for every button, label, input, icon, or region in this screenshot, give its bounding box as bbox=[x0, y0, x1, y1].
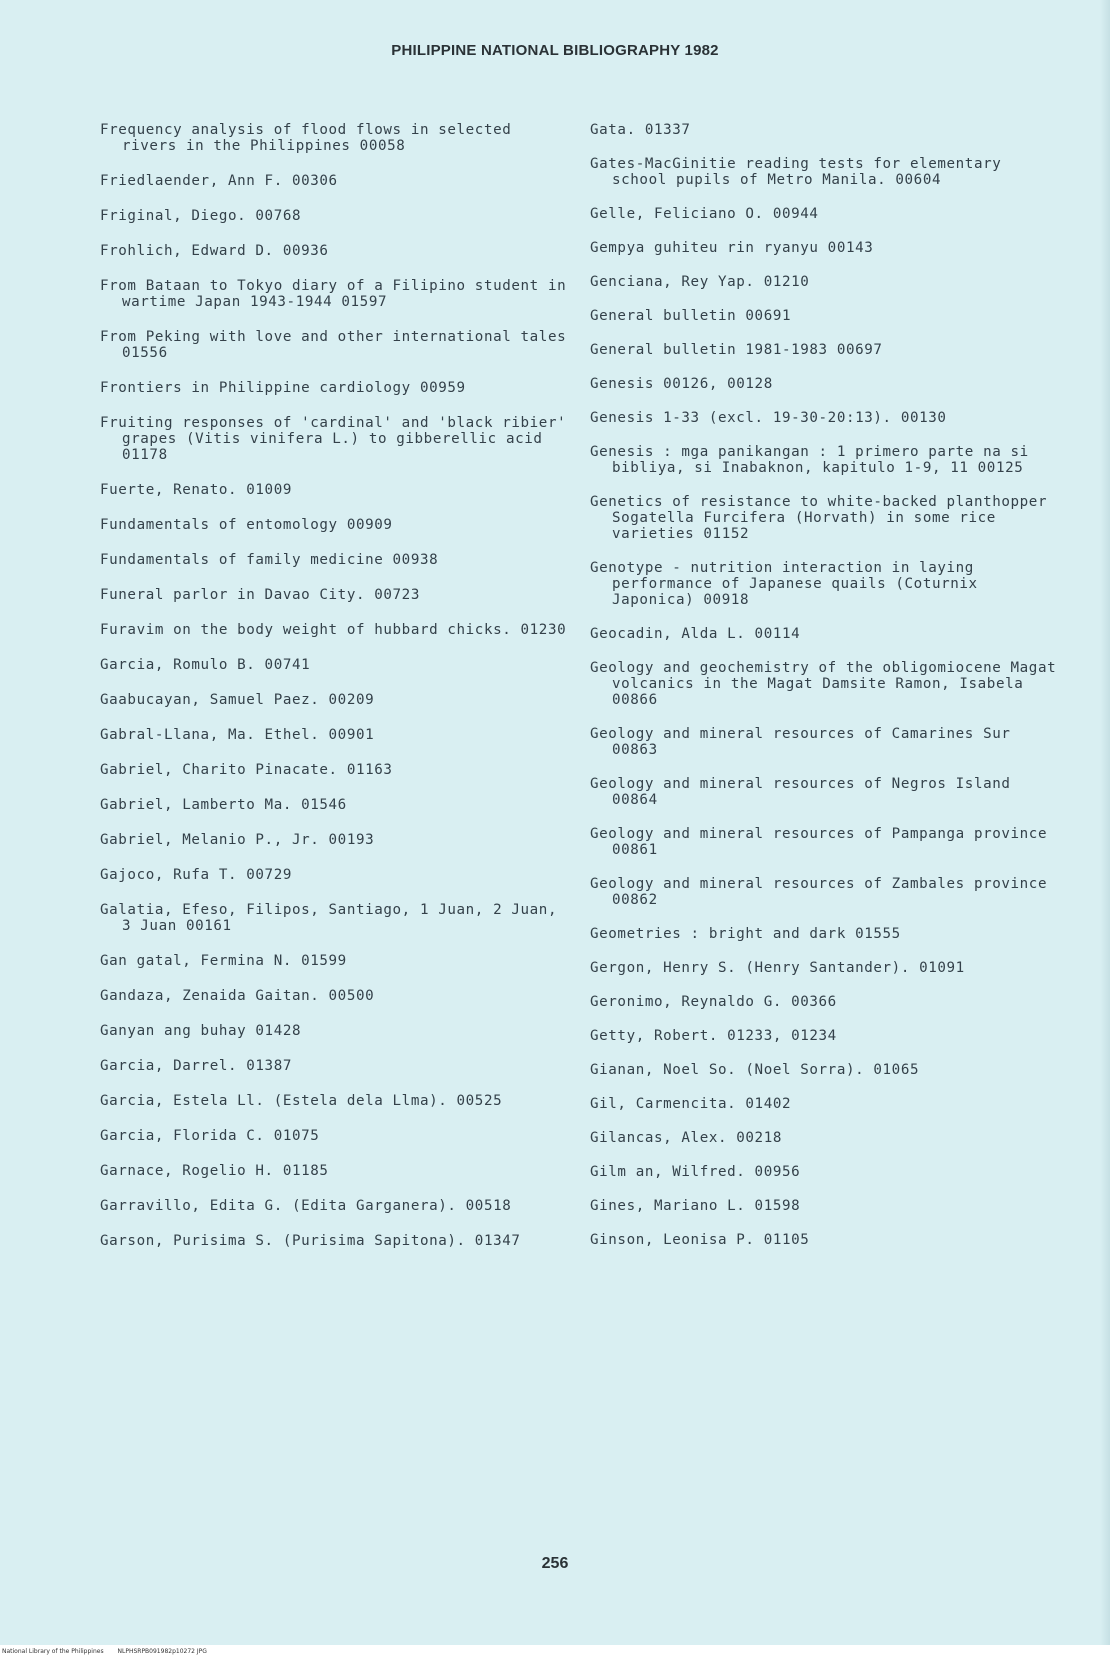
bibliography-entry: Gempya guhiteu rin ryanyu 00143 bbox=[590, 240, 874, 256]
bibliography-entry: General bulletin 1981-1983 00697 bbox=[590, 342, 883, 358]
scan-footer bbox=[0, 1645, 1110, 1658]
bibliography-entry: Fuerte, Renato. 01009 bbox=[100, 482, 292, 498]
bibliography-entry: Geology and geochemistry of the obligomiocene Magat volcanics in the Magat Damsite Ramon, Isabela 00866 bbox=[590, 660, 1066, 708]
bibliography-entry: Frontiers in Philippine cardiology 00959 bbox=[100, 380, 466, 396]
bibliography-entry: Gajoco, Rufa T. 00729 bbox=[100, 867, 292, 883]
bibliography-entry: Geronimo, Reynaldo G. 00366 bbox=[590, 994, 837, 1010]
bibliography-entry: Gilancas, Alex. 00218 bbox=[590, 1130, 782, 1146]
bibliography-entry: Genesis : mga panikangan : 1 primero parte na si bibliya, si Inabaknon, kapitulo 1-9, 11 00125 bbox=[590, 444, 1038, 476]
left-column bbox=[100, 122, 576, 1268]
bibliography-entry: Frohlich, Edward D. 00936 bbox=[100, 243, 329, 259]
footer-source: National Library of the Philippines bbox=[2, 1648, 104, 1655]
bibliography-entry: Ganyan ang buhay 01428 bbox=[100, 1023, 302, 1039]
bibliography-entry: Garcia, Darrel. 01387 bbox=[100, 1058, 292, 1074]
bibliography-entry: Geology and mineral resources of Pampanga province 00861 bbox=[590, 826, 1057, 858]
bibliography-entry: Fundamentals of entomology 00909 bbox=[100, 517, 393, 533]
bibliography-entry: Geology and mineral resources of Zambales province 00862 bbox=[590, 876, 1057, 908]
bibliography-entry: Funeral parlor in Davao City. 00723 bbox=[100, 587, 420, 603]
bibliography-entry: Garnace, Rogelio H. 01185 bbox=[100, 1163, 329, 1179]
bibliography-entry: Gates-MacGinitie reading tests for elementary school pupils of Metro Manila. 00604 bbox=[590, 156, 1011, 188]
page-edge-shadow bbox=[1100, 0, 1110, 1645]
bibliography-entry: Genesis 1-33 (excl. 19-30-20:13). 00130 bbox=[590, 410, 947, 426]
bibliography-entry: Genesis 00126, 00128 bbox=[590, 376, 773, 392]
bibliography-entry: Genotype - nutrition interaction in laying performance of Japanese quails (Coturnix Japonica) 00918 bbox=[590, 560, 987, 608]
bibliography-entry: Gelle, Feliciano O. 00944 bbox=[590, 206, 819, 222]
bibliography-entry: General bulletin 00691 bbox=[590, 308, 792, 324]
bibliography-entry: Gata. 01337 bbox=[590, 122, 691, 138]
bibliography-entry: Garson, Purisima S. (Purisima Sapitona). 01347 bbox=[100, 1233, 521, 1249]
bibliography-entry: Garravillo, Edita G. (Edita Garganera). 00518 bbox=[100, 1198, 512, 1214]
bibliography-entry: From Peking with love and other international tales 01556 bbox=[100, 329, 576, 361]
bibliography-entry: Gianan, Noel So. (Noel Sorra). 01065 bbox=[590, 1062, 920, 1078]
bibliography-entry: Genciana, Rey Yap. 01210 bbox=[590, 274, 810, 290]
bibliography-entry: Garcia, Romulo B. 00741 bbox=[100, 657, 311, 673]
bibliography-entry: Getty, Robert. 01233, 01234 bbox=[590, 1028, 837, 1044]
bibliography-entry: Gandaza, Zenaida Gaitan. 00500 bbox=[100, 988, 375, 1004]
bibliography-entry: Gabriel, Charito Pinacate. 01163 bbox=[100, 762, 393, 778]
bibliography-entry: Fruiting responses of 'cardinal' and 'black ribier' grapes (Vitis vinifera L.) to gibberellic acid 01178 bbox=[100, 415, 576, 463]
bibliography-entry: Geology and mineral resources of Negros Island 00864 bbox=[590, 776, 1020, 808]
bibliography-entry: From Bataan to Tokyo diary of a Filipino student in wartime Japan 1943-1944 01597 bbox=[100, 278, 576, 310]
bibliography-entry: Gaabucayan, Samuel Paez. 00209 bbox=[100, 692, 375, 708]
bibliography-entry: Geology and mineral resources of Camarines Sur 00863 bbox=[590, 726, 1020, 758]
bibliography-entry: Gabral-Llana, Ma. Ethel. 00901 bbox=[100, 727, 375, 743]
bibliography-entry: Gabriel, Lamberto Ma. 01546 bbox=[100, 797, 347, 813]
bibliography-entry: Geometries : bright and dark 01555 bbox=[590, 926, 901, 942]
bibliography-entry: Gilm an, Wilfred. 00956 bbox=[590, 1164, 801, 1180]
bibliography-entry: Fundamentals of family medicine 00938 bbox=[100, 552, 439, 568]
bibliography-entry: Garcia, Estela Ll. (Estela dela Llma). 00525 bbox=[100, 1093, 503, 1109]
bibliography-entry: Gines, Mariano L. 01598 bbox=[590, 1198, 801, 1214]
bibliography-entry: Friedlaender, Ann F. 00306 bbox=[100, 173, 338, 189]
page-number: 256 bbox=[541, 1555, 569, 1572]
bibliography-entry: Furavim on the body weight of hubbard chicks. 01230 bbox=[100, 622, 567, 638]
bibliography-entry: Galatia, Efeso, Filipos, Santiago, 1 Juan, 2 Juan, 3 Juan 00161 bbox=[100, 902, 567, 934]
bibliography-entry: Gergon, Henry S. (Henry Santander). 01091 bbox=[590, 960, 965, 976]
footer-file: NLPHSRPB091982p10272 JPG bbox=[117, 1648, 207, 1655]
bibliography-entry: Gabriel, Melanio P., Jr. 00193 bbox=[100, 832, 375, 848]
bibliography-entry: Friginal, Diego. 00768 bbox=[100, 208, 302, 224]
bibliography-entry: Gil, Carmencita. 01402 bbox=[590, 1096, 792, 1112]
page-title: PHILIPPINE NATIONAL BIBLIOGRAPHY 1982 bbox=[391, 42, 719, 59]
bibliography-entry: Garcia, Florida C. 01075 bbox=[100, 1128, 320, 1144]
bibliography-entry: Gan gatal, Fermina N. 01599 bbox=[100, 953, 347, 969]
bibliography-entry: Ginson, Leonisa P. 01105 bbox=[590, 1232, 810, 1248]
bibliography-entry: Frequency analysis of flood flows in selected rivers in the Philippines 00058 bbox=[100, 122, 521, 154]
bibliography-entry: Geocadin, Alda L. 00114 bbox=[590, 626, 801, 642]
right-column bbox=[590, 122, 1065, 1266]
bibliography-entry: Genetics of resistance to white-backed planthopper Sogatella Furcifera (Horvath) in some rice varieties 01152 bbox=[590, 494, 1057, 542]
